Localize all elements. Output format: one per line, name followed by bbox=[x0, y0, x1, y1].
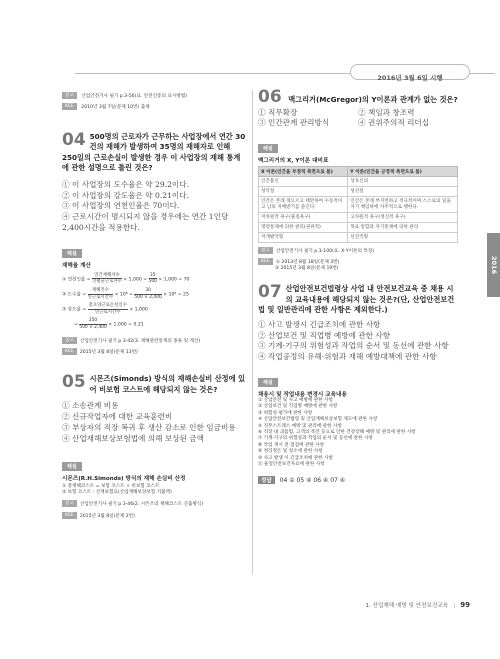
option[interactable]: ② 이 사업장의 강도율은 약 0.21이다. bbox=[62, 190, 190, 200]
kee-top bbox=[62, 103, 247, 111]
table-header: Y 이론(인간을 긍정적 측면으로 봄) bbox=[348, 167, 458, 177]
option[interactable]: ② 산업보건 및 직업병 예방에 관한 사항 bbox=[258, 330, 391, 340]
option[interactable]: ① 직무확장 bbox=[258, 107, 298, 117]
kee-q06: KEE ① 2013년 8월 18일(문제 3번) bbox=[258, 258, 458, 266]
ref-q05: 참고 산업안전기사 필기 p.3-46(2. 시몬즈의 재해코스트 산출방식) bbox=[62, 500, 247, 508]
explain-line: ⑦ 기계·기구의 위험성과 작업의 순서 및 동선에 관한 사항 bbox=[258, 436, 373, 442]
explain-title: 채용시 및 작업내용 변경시 교육내용 bbox=[258, 392, 347, 398]
formula-3: ③ 강도율 = $\frac{\text{총요양근로손실일수}}{\text{연근로시간수}} \times 1,000$ bbox=[62, 303, 148, 315]
question-06-text: 맥그리거(McGregor)의 Y이론과 관계가 없는 것은? bbox=[288, 95, 458, 104]
question-04-number: 04 bbox=[62, 129, 86, 150]
question-07-title bbox=[258, 284, 458, 316]
side-tab-label: 2016 bbox=[490, 255, 498, 275]
explain-title: 시몬즈(R.H.Simonds) 방식의 재해 손실비 산정 bbox=[62, 475, 186, 482]
question-07-number: 07 bbox=[258, 282, 282, 303]
question-06-options bbox=[258, 108, 458, 130]
explain-title: 재해율 계산 bbox=[62, 262, 91, 269]
explain-line: ② 산업보건 및 직업병 예방에 관한 사항 bbox=[258, 404, 338, 410]
explain-label: 해설 bbox=[258, 378, 278, 387]
kee-tag: KEE bbox=[62, 103, 77, 110]
question-05-number: 05 bbox=[62, 372, 86, 393]
column-divider bbox=[252, 90, 253, 575]
question-04-title bbox=[62, 129, 247, 174]
year-side-tab bbox=[487, 233, 500, 297]
question-06-title bbox=[258, 87, 458, 107]
explain-line: ② 보험 코스트 : 산재보험료(산업재해보상보험 지불액) bbox=[62, 489, 172, 495]
question-04-options bbox=[62, 180, 247, 234]
explain-line: ⑪ 물질안전보건자료에 관한 사항 bbox=[258, 462, 325, 468]
explain-line: ⑤ 직무스트레스 예방 및 관리에 관한 사항 bbox=[258, 423, 342, 429]
explain-line: ⑧ 작업 개시 전 점검에 관한 사항 bbox=[258, 442, 325, 448]
formula-1: ① 연천인율 = $\frac{\text{연간재해자수}}{\text{연평균근로자수}} \times 1,000$ = $\frac{35}{500} \times 1,000 = 70$ bbox=[62, 272, 190, 285]
explain-line: ① 산업안전 및 사고 예방에 관한 사항 bbox=[258, 398, 334, 403]
ref-q04: 참고 산업안전기사 필기 p.3-42(3. 재해관련통계의 종류 및 계산) bbox=[62, 337, 247, 345]
answer-key bbox=[258, 476, 458, 484]
option[interactable]: ④ 산업재해보상보험법에 의해 보상된 금액 bbox=[62, 433, 204, 443]
xy-theory-table bbox=[258, 166, 458, 243]
table-row: 저차원적 욕구(물질욕구) 고차원적 욕구(정신적 욕구) bbox=[259, 213, 458, 223]
footer: 1. 산업재해 예방 및 안전보건교육 | 99 bbox=[365, 601, 470, 609]
formula-4: = $\frac{250}{500 \times 2,400} \times 1,000 = 0.21$ bbox=[74, 318, 144, 330]
explain-line: ④ 산업안전보건법령 및 산업재해보상보험 제도에 관한 사항 bbox=[258, 417, 378, 423]
table-row: 인간은 본래 게으르고 태만하여 수동적이고 남의 지배받기를 즐긴다. 인간은 본래 부지런하고 적극적이며 스스로의 일을 자기 책임하에 자주적으로 행한다. bbox=[259, 197, 458, 213]
table-row: 성악설 성선설 bbox=[259, 187, 458, 197]
option[interactable]: ① 소송관계 비용 bbox=[62, 401, 119, 411]
option[interactable]: ① 이 사업장의 도수율은 약 29.2이다. bbox=[62, 179, 190, 189]
option[interactable]: ③ 인간관계 관리방식 bbox=[258, 118, 330, 128]
explain-line: ③ 위험성 평가에 관한 사항 bbox=[258, 410, 313, 416]
option[interactable]: ② 신규작업자에 대한 교육훈련비 bbox=[62, 412, 173, 422]
formula-2: ② 도수율 = $\frac{\text{재해건수}}{\text{연근로시간수}} \times 10^6$ = $\frac{30}{500 \times 2,400} \times 10^6 = 25$ bbox=[62, 287, 189, 300]
right-column bbox=[258, 87, 458, 485]
explain-label: 해설 bbox=[258, 144, 278, 153]
table-row: 명령통제에 의한 관리(권위적) 목표 통합과 자기통제에 의한 관리 bbox=[259, 223, 458, 233]
kee-q05: KEE 2015년 3월 8일(문제 2번) bbox=[62, 512, 247, 520]
ref-top bbox=[62, 92, 247, 100]
explain-line: ⑨ 정리정돈 및 청소에 관한 사항 bbox=[258, 449, 323, 455]
ref-text: 산업안전기사 필기 p.3-56(표. 안전인증의 표시방법) bbox=[81, 94, 187, 99]
kee-q06-line2: ② 2015년 3월 8일(문제 19번) bbox=[275, 265, 339, 271]
explain-line: ① 총재해코스트 = 보험 코스트 + 비보험 코스트 bbox=[62, 483, 160, 489]
explain-label: 해설 bbox=[62, 462, 82, 471]
question-06 bbox=[258, 87, 458, 272]
question-05-options bbox=[62, 401, 247, 444]
ref-tag: 참고 bbox=[62, 92, 77, 99]
answer-label: 정답 bbox=[258, 476, 275, 484]
question-04-explanation bbox=[62, 240, 247, 357]
header-date-badge bbox=[350, 64, 470, 80]
ref-q06: 참고 산업안전기사 필기 p.1-100(표. X·Y이론의 특징) bbox=[258, 247, 458, 255]
footer-section: 1. 산업재해 예방 및 안전보건교육 bbox=[365, 603, 449, 609]
option[interactable]: ④ 작업공정의 유해·위험과 재해 예방대책에 관한 사항 bbox=[258, 352, 437, 362]
explain-label: 해설 bbox=[62, 249, 82, 258]
left-column bbox=[62, 92, 247, 520]
answer-text: 04 ① 05 ④ 06 ④ 07 ④ bbox=[279, 477, 346, 485]
question-05-explanation bbox=[62, 453, 247, 521]
question-04-text: 500명의 근로자가 근무하는 사업장에서 연간 30건의 재해가 발생하여 35명의 재해자로 인해 250일의 근로손실이 발생한 경우 이 사업장의 재해 통계에 관한 설명으로 틀린 것은? bbox=[62, 131, 246, 173]
explain-title: 맥그리거의 X, Y이론 대비표 bbox=[258, 158, 329, 165]
question-06-explanation bbox=[258, 135, 458, 272]
option[interactable]: ③ 부상자의 직장 복귀 후 생산 감소로 인한 임금비용 bbox=[62, 422, 236, 432]
question-05-title bbox=[62, 374, 247, 395]
table-row: 인간불신 상호신뢰 bbox=[259, 177, 458, 187]
table-row: 저개발국형 선진국형 bbox=[259, 233, 458, 243]
question-05-text: 시몬즈(Simonds) 방식의 재해손실비 산정에 있어 비보험 코스트에 해당되지 않는 것은? bbox=[89, 374, 246, 394]
question-06-number: 06 bbox=[258, 87, 282, 107]
explain-line: ⑥ 직장 내 괴롭힘, 고객의 폭언 등으로 인한 건강장해 예방 및 관리에 관한 사항 bbox=[258, 430, 416, 436]
option[interactable]: ② 책임과 창조력 bbox=[358, 107, 415, 117]
question-04 bbox=[62, 129, 247, 357]
option[interactable]: ③ 기계·기구의 위험성과 작업의 순서 및 동선에 관한 사항 bbox=[258, 341, 449, 351]
question-07-text: 산업안전보건법령상 사업 내 안전보건교육 중 채용 시의 교육내용에 해당되지 않는 것은?(단, 산업안전보건법 및 일반관리에 관한 사항은 제외한다.) bbox=[258, 284, 455, 315]
kee-q04: KEE 2015년 3월 8일(문제 13번) bbox=[62, 348, 247, 356]
option[interactable]: ③ 이 사업장의 연천인율은 70이다. bbox=[62, 201, 180, 211]
kee-text: 2010년 3월 7일(문제 10번) 출제 bbox=[81, 105, 150, 111]
option[interactable]: ④ 권위주의적 리더십 bbox=[358, 118, 430, 128]
table-header: X 이론(인간을 부정적 측면으로 봄) bbox=[259, 167, 348, 177]
page-number: 99 bbox=[460, 601, 470, 609]
explain-line: ⑩ 사고 발생 시 긴급조치에 관한 사항 bbox=[258, 455, 334, 461]
option[interactable]: ① 사고 발생시 긴급조치에 관한 사항 bbox=[258, 319, 381, 329]
exam-date: 2016년 3월 6일 시행 bbox=[377, 74, 443, 82]
question-07-explanation bbox=[258, 369, 458, 468]
question-07 bbox=[258, 284, 458, 468]
question-05 bbox=[62, 374, 247, 520]
option[interactable]: ④ 근로시간이 명시되지 않을 경우에는 연간 1인당 2,400시간을 적용한다. bbox=[62, 212, 229, 232]
question-07-options bbox=[258, 320, 458, 363]
